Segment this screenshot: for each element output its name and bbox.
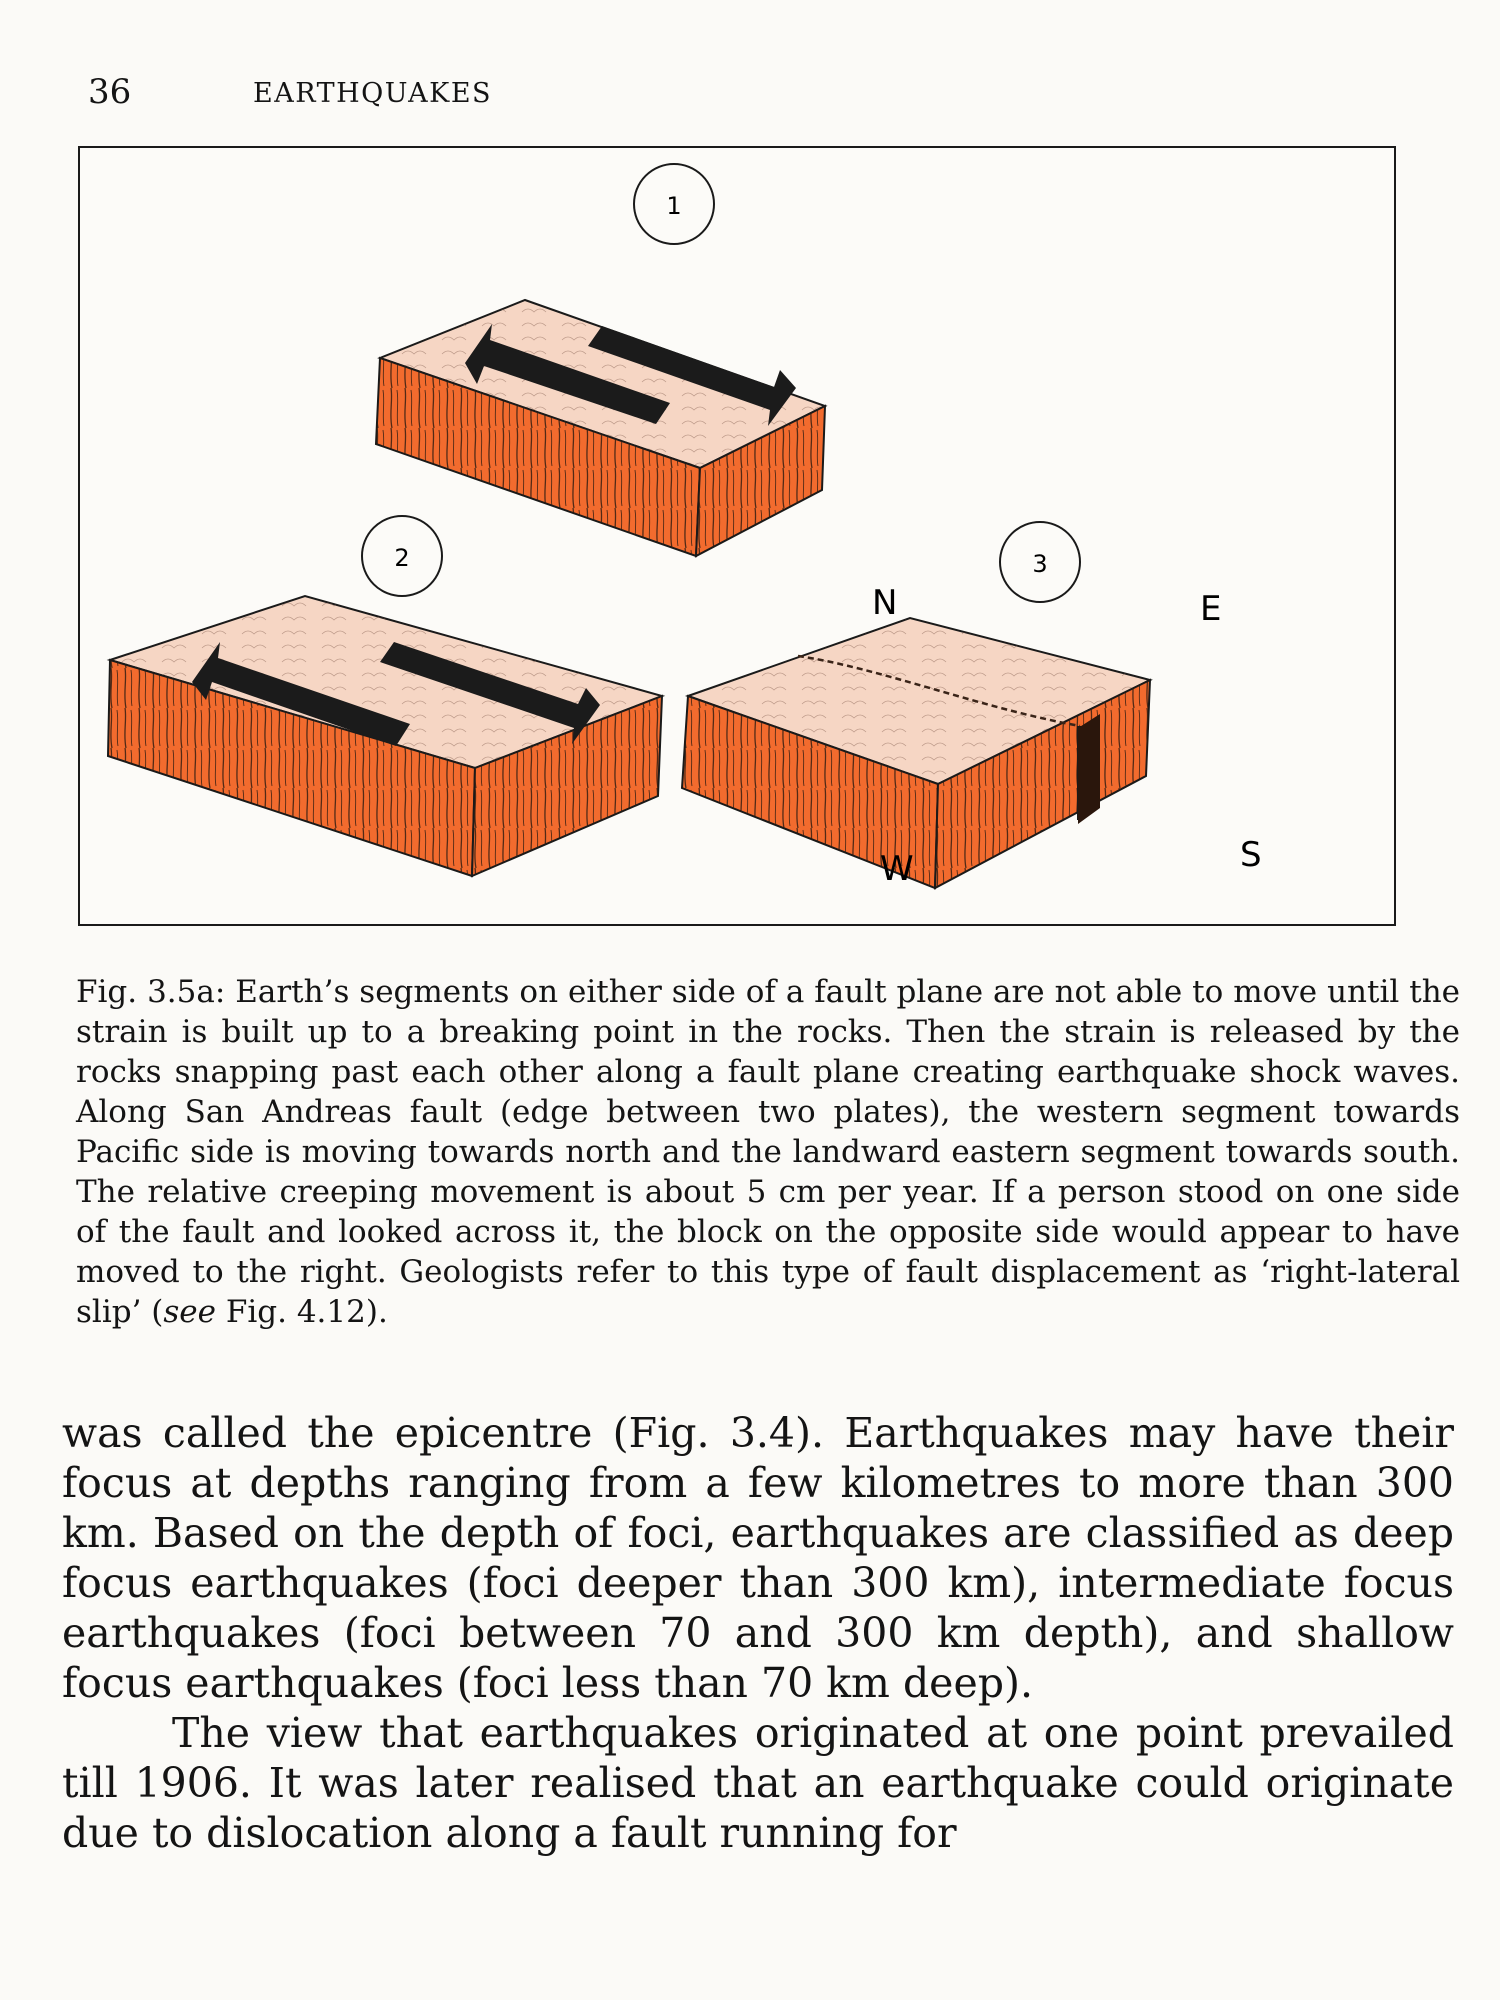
marker-3 [1000,522,1080,602]
marker-2-label: 2 [394,544,410,572]
fault-diagram [80,148,1396,926]
compass-east: E [1200,589,1222,629]
compass-south: S [1240,835,1262,875]
caption-see: see [163,1294,216,1330]
page-header [88,72,1428,122]
figure-caption [76,972,1460,1332]
paragraph-1: was called the epicentre (Fig. 3.4). Earthquakes may have their focus at depths ranging from a few kilometres to more than 300 km. Based on the depth of foci, earthquakes are classified as deep focus earthquakes (foci deeper than 300 km), intermediate focus earthquakes (foci between 70 and 300 km depth), and shallow focus earthquakes (foci less than 70 km deep). [62,1409,1454,1707]
page-number: 36 [88,72,132,112]
running-head: EARTHQUAKES [253,78,493,109]
marker-3-label: 3 [1032,550,1048,578]
paragraph-2: The view that earthquakes originated at one point prevailed till 1906. It was later realised that an earthquake could originate due to dislocation along a fault running for [62,1709,1454,1857]
block-2 [108,596,662,876]
marker-1-label: 1 [666,192,682,220]
marker-1 [634,164,714,244]
compass-west: W [880,849,914,889]
compass-north: N [872,583,898,623]
marker-2 [362,516,442,596]
block-1 [376,300,825,556]
block-3 [682,618,1150,888]
caption-text-2: Fig. 4.12). [216,1294,388,1330]
caption-text-1: Fig. 3.5a: Earth’s segments on either side of a fault plane are not able to move until the strain is built up to a breaking point in the rocks. Then the strain is released by the rocks snapping past each other along a fault plane creating earthquake shock waves. Along San Andreas fault (edge between two plates), the western segment towards Pacific side is moving towards north and the landward eastern segment towards south. The relative creeping movement is about 5 cm per year. If a person stood on one side of the fault and looked across it, the block on the opposite side would appear to have moved to the right. Geologists refer to this type of fault displacement as ‘right-lateral slip’ ( [76,974,1460,1330]
body-text [62,1408,1454,1858]
figure-frame [78,146,1396,926]
